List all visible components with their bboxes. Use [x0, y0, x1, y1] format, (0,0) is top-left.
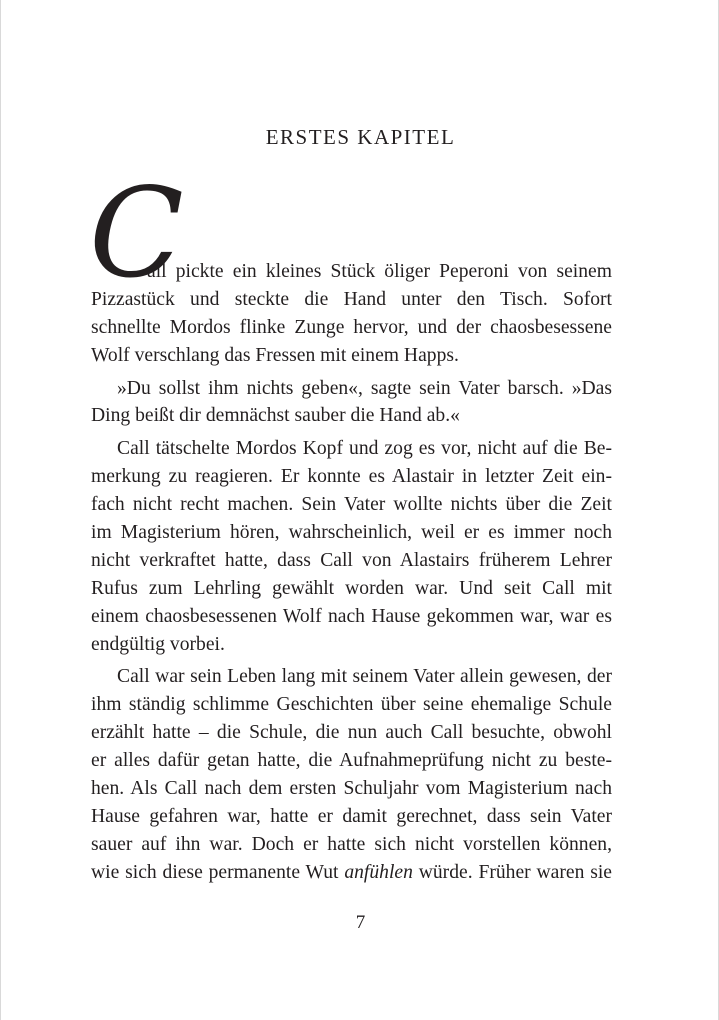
text-line: Rufus zum Lehrling gewählt worden war. Und seit Call mit [91, 577, 612, 599]
text-line: all pickte ein kleines Stück öliger Peperoni von seinem [147, 261, 612, 282]
drop-cap: C [89, 162, 184, 306]
text-line: Hause gefahren war, hatte er damit gerechnet, dass sein Vater [91, 805, 612, 827]
text-line: schnellte Mordos flinke Zunge hervor, und der chaosbesessene [91, 316, 612, 338]
paragraph-2 [91, 375, 612, 431]
text-segment: würde. Früher waren sie [412, 861, 612, 883]
text-line: hen. Als Call nach dem ersten Schuljahr vom Magisterium nach [91, 778, 612, 800]
text-line: Call war sein Leben lang mit seinem Vater allein gewesen, der [117, 666, 612, 688]
emphasized-word: anfühlen [344, 861, 413, 883]
text-line: fach nicht recht machen. Sein Vater wollte nichts über die Zeit [91, 494, 612, 516]
body-text [91, 258, 612, 887]
text-line: nicht verkraftet hatte, dass Call von Alastairs früherem Lehrer [91, 549, 612, 571]
text-line: er alles dafür getan hatte, die Aufnahmeprüfung nicht zu beste- [91, 750, 612, 772]
text-line: im Magisterium hören, wahrscheinlich, weil er es immer noch [91, 522, 612, 544]
text-line: erzählt hatte – die Schule, die nun auch Call besuchte, obwohl [91, 722, 612, 744]
text-line: einem chaosbesessenen Wolf nach Hause gekommen war, war es [91, 605, 612, 627]
text-line: Pizzastück und steckte die Hand unter den Tisch. Sofort [91, 288, 612, 310]
text-line: merkung zu reagieren. Er konnte es Alastair in letzter Zeit ein- [91, 466, 612, 488]
text-line [91, 859, 612, 887]
text-line: Call tätschelte Mordos Kopf und zog es vor, nicht auf die Be- [117, 438, 612, 460]
text-line: endgültig vorbei. [91, 633, 225, 655]
paragraph-1 [91, 258, 612, 370]
text-line: sauer auf ihn war. Doch er hatte sich nicht vorstellen können, [91, 833, 612, 855]
paragraph-4 [91, 663, 612, 886]
text-line: »Du sollst ihm nichts geben«, sagte sein Vater barsch. »Das [117, 377, 612, 399]
text-segment: wie sich diese permanente Wut [91, 861, 345, 883]
text-line: Ding beißt dir demnächst sauber die Hand ab.« [91, 405, 460, 427]
paragraph-3 [91, 435, 612, 658]
text-line: Wolf verschlang das Fressen mit einem Happs. [91, 344, 459, 366]
chapter-title: ERSTES KAPITEL [265, 125, 456, 149]
text-line: ihm ständig schlimme Geschichten über seine ehemalige Schule [91, 694, 612, 716]
page-number: 7 [355, 912, 366, 933]
